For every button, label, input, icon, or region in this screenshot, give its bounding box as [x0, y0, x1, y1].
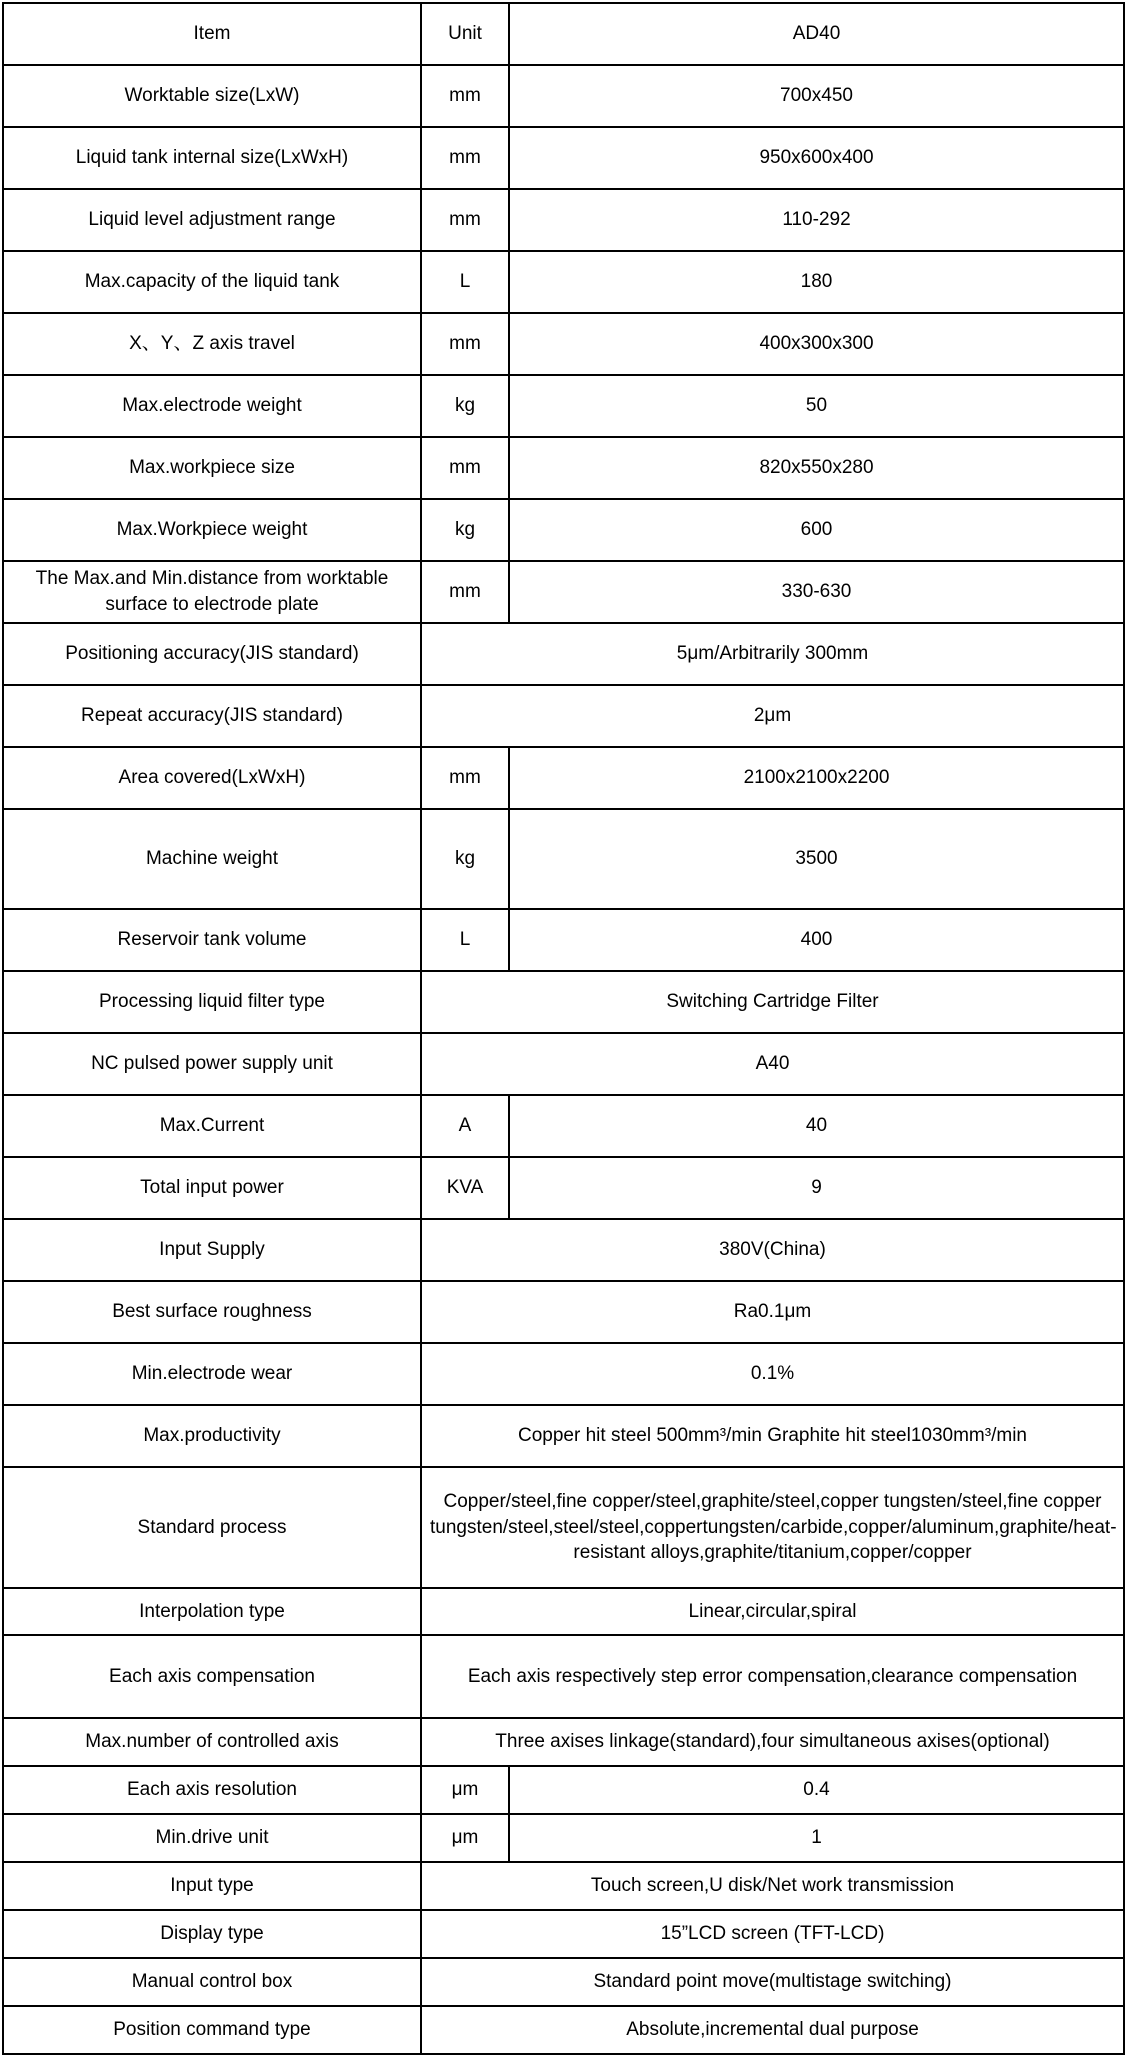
unit-cell: mm	[421, 561, 509, 623]
item-cell: Reservoir tank volume	[3, 909, 421, 971]
specification-table	[2, 2, 1125, 2055]
value-cell: 1	[509, 1814, 1124, 1862]
value-cell: Absolute,incremental dual purpose	[421, 2006, 1124, 2054]
header-unit-cell: Unit	[421, 3, 509, 65]
table-row	[3, 375, 1124, 437]
item-cell: Repeat accuracy(JIS standard)	[3, 685, 421, 747]
item-cell: Max.Current	[3, 1095, 421, 1157]
table-row	[3, 1281, 1124, 1343]
table-row	[3, 1588, 1124, 1635]
item-cell: X、Y、Z axis travel	[3, 313, 421, 375]
item-cell: Max.electrode weight	[3, 375, 421, 437]
table-row	[3, 1219, 1124, 1281]
item-cell: Max.productivity	[3, 1405, 421, 1467]
table-row	[3, 561, 1124, 623]
value-cell: Touch screen,U disk/Net work transmission	[421, 1862, 1124, 1910]
item-cell: Max.capacity of the liquid tank	[3, 251, 421, 313]
table-row	[3, 685, 1124, 747]
value-cell: Ra0.1μm	[421, 1281, 1124, 1343]
item-cell: Total input power	[3, 1157, 421, 1219]
value-cell: Standard point move(multistage switching)	[421, 1958, 1124, 2006]
value-cell: 3500	[509, 809, 1124, 909]
item-cell: Processing liquid filter type	[3, 971, 421, 1033]
item-cell: Standard process	[3, 1467, 421, 1588]
value-cell: 110-292	[509, 189, 1124, 251]
value-cell: Each axis respectively step error compensation,clearance compensation	[421, 1635, 1124, 1718]
specification-table-body	[3, 3, 1124, 2054]
table-row	[3, 1862, 1124, 1910]
header-item-cell: Item	[3, 3, 421, 65]
value-cell: 820x550x280	[509, 437, 1124, 499]
table-row	[3, 1343, 1124, 1405]
unit-cell: L	[421, 251, 509, 313]
value-cell: 9	[509, 1157, 1124, 1219]
unit-cell: kg	[421, 809, 509, 909]
table-row	[3, 189, 1124, 251]
unit-cell: mm	[421, 189, 509, 251]
value-cell: 330-630	[509, 561, 1124, 623]
item-cell: Max.number of controlled axis	[3, 1718, 421, 1766]
table-row	[3, 1910, 1124, 1958]
table-row	[3, 1814, 1124, 1862]
value-cell: Three axises linkage(standard),four simultaneous axises(optional)	[421, 1718, 1124, 1766]
table-row	[3, 1095, 1124, 1157]
table-row	[3, 1405, 1124, 1467]
unit-cell: μm	[421, 1766, 509, 1814]
value-cell: 5μm/Arbitrarily 300mm	[421, 623, 1124, 685]
value-cell: 2100x2100x2200	[509, 747, 1124, 809]
item-cell: NC pulsed power supply unit	[3, 1033, 421, 1095]
item-cell: Worktable size(LxW)	[3, 65, 421, 127]
table-row	[3, 251, 1124, 313]
table-row	[3, 1766, 1124, 1814]
unit-cell: mm	[421, 127, 509, 189]
item-cell: Manual control box	[3, 1958, 421, 2006]
table-row	[3, 909, 1124, 971]
table-row	[3, 1467, 1124, 1588]
value-cell: 0.1%	[421, 1343, 1124, 1405]
item-cell: Each axis compensation	[3, 1635, 421, 1718]
table-row	[3, 2006, 1124, 2054]
value-cell: 380V(China)	[421, 1219, 1124, 1281]
value-cell: A40	[421, 1033, 1124, 1095]
table-row	[3, 1958, 1124, 2006]
unit-cell: mm	[421, 65, 509, 127]
unit-cell: L	[421, 909, 509, 971]
item-cell: Machine weight	[3, 809, 421, 909]
table-row	[3, 65, 1124, 127]
item-cell: Input type	[3, 1862, 421, 1910]
table-row	[3, 313, 1124, 375]
item-cell: Input Supply	[3, 1219, 421, 1281]
item-cell: Display type	[3, 1910, 421, 1958]
value-cell: 0.4	[509, 1766, 1124, 1814]
item-cell: Max.Workpiece weight	[3, 499, 421, 561]
item-cell: Each axis resolution	[3, 1766, 421, 1814]
value-cell: 400	[509, 909, 1124, 971]
unit-cell: μm	[421, 1814, 509, 1862]
table-row	[3, 499, 1124, 561]
item-cell: Min.electrode wear	[3, 1343, 421, 1405]
value-cell: 2μm	[421, 685, 1124, 747]
value-cell: Copper/steel,fine copper/steel,graphite/steel,copper tungsten/steel,fine copper tungsten/steel,steel/steel,coppertungsten/carbide,copper/aluminum,graphite/heat-resistant alloys,graphite/titanium,copper/copper	[421, 1467, 1124, 1588]
unit-cell: kg	[421, 375, 509, 437]
item-cell: Position command type	[3, 2006, 421, 2054]
item-cell: Interpolation type	[3, 1588, 421, 1635]
value-cell: 400x300x300	[509, 313, 1124, 375]
table-row	[3, 1635, 1124, 1718]
item-cell: Positioning accuracy(JIS standard)	[3, 623, 421, 685]
item-cell: Liquid level adjustment range	[3, 189, 421, 251]
value-cell: 40	[509, 1095, 1124, 1157]
value-cell: Copper hit steel 500mm³/min Graphite hit steel1030mm³/min	[421, 1405, 1124, 1467]
value-cell: Linear,circular,spiral	[421, 1588, 1124, 1635]
table-row	[3, 809, 1124, 909]
unit-cell: mm	[421, 747, 509, 809]
item-cell: Min.drive unit	[3, 1814, 421, 1862]
value-cell: 700x450	[509, 65, 1124, 127]
unit-cell: A	[421, 1095, 509, 1157]
header-model-cell: AD40	[509, 3, 1124, 65]
item-cell: Liquid tank internal size(LxWxH)	[3, 127, 421, 189]
item-cell: Max.workpiece size	[3, 437, 421, 499]
table-row	[3, 1033, 1124, 1095]
table-row	[3, 1157, 1124, 1219]
table-header-row	[3, 3, 1124, 65]
value-cell: 50	[509, 375, 1124, 437]
value-cell: 600	[509, 499, 1124, 561]
value-cell: Switching Cartridge Filter	[421, 971, 1124, 1033]
table-row	[3, 971, 1124, 1033]
unit-cell: KVA	[421, 1157, 509, 1219]
unit-cell: mm	[421, 313, 509, 375]
table-row	[3, 437, 1124, 499]
unit-cell: mm	[421, 437, 509, 499]
table-row	[3, 623, 1124, 685]
value-cell: 15”LCD screen (TFT-LCD)	[421, 1910, 1124, 1958]
value-cell: 950x600x400	[509, 127, 1124, 189]
value-cell: 180	[509, 251, 1124, 313]
table-row	[3, 1718, 1124, 1766]
table-row	[3, 747, 1124, 809]
item-cell: The Max.and Min.distance from worktable surface to electrode plate	[3, 561, 421, 623]
table-row	[3, 127, 1124, 189]
item-cell: Best surface roughness	[3, 1281, 421, 1343]
unit-cell: kg	[421, 499, 509, 561]
item-cell: Area covered(LxWxH)	[3, 747, 421, 809]
